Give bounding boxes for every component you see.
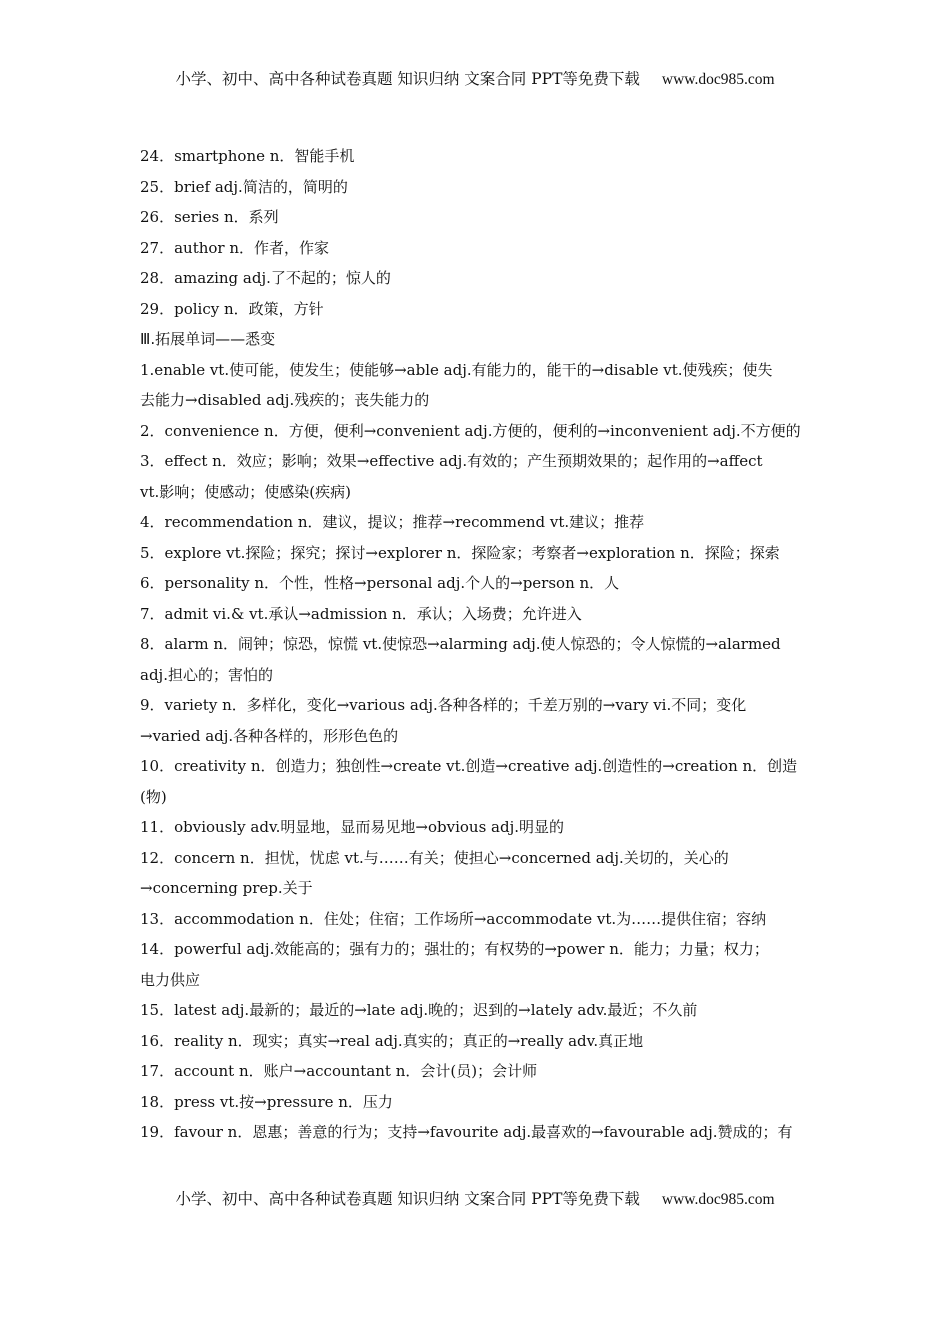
vocab-line: 25．brief adj.简洁的，简明的 [140, 177, 348, 196]
footer-url: www.doc985.com [661, 1191, 775, 1208]
vocab-line: 13．accommodation n．住处；住宿；工作场所→accommodate vt.为……提供住宿；容纳 [140, 909, 767, 928]
vocab-line: 14．powerful adj.效能高的；强有力的；强壮的；有权势的→power n．能力；力量；权力； [140, 940, 769, 958]
vocab-line: 2．convenience n．方便，便利→convenient adj.方便的，便利的→inconvenient adj.不方便的 [140, 421, 801, 440]
vocab-line: 3．effect n．效应；影响；效果→effective adj.有效的；产生预期效果的；起作用的→affect [140, 452, 763, 470]
vocab-line: 9．variety n．多样化，变化→various adj.各种各样的；千差万别的→vary vi.不同；变化 [140, 696, 747, 714]
header-text: 小学、初中、高中各种试卷真题 知识归纳 文案合同 PPT等免费下载 [175, 70, 640, 88]
vocab-line: →concerning prep.关于 [140, 879, 313, 897]
page-footer [0, 1189, 950, 1210]
section-heading: Ⅲ.拓展单词——悉变 [140, 330, 276, 348]
vocab-line: 11．obviously adv.明显地，显而易见地→obvious adj.明显的 [140, 818, 565, 836]
footer-text: 小学、初中、高中各种试卷真题 知识归纳 文案合同 PPT等免费下载 [175, 1190, 640, 1208]
vocab-line: 28．amazing adj.了不起的；惊人的 [140, 269, 391, 287]
vocab-line: 5．explore vt.探险；探究；探讨→explorer n．探险家；考察者→exploration n．探险；探索 [140, 543, 780, 562]
vocab-line: 16．reality n．现实；真实→real adj.真实的；真正的→really adv.真正地 [140, 1031, 644, 1050]
vocab-line: 19．favour n．恩惠；善意的行为；支持→favourite adj.最喜欢的→favourable adj.赞成的；有 [140, 1123, 793, 1141]
vocab-line: 12．concern n．担忧，忧虑 vt.与……有关；使担心→concerned adj.关切的，关心的 [140, 848, 729, 867]
vocab-line: 4．recommendation n．建议，提议；推荐→recommend vt.建议；推荐 [140, 513, 645, 531]
vocab-line: →varied adj.各种各样的，形形色色的 [140, 726, 399, 745]
vocab-line: (物) [140, 787, 167, 806]
vocab-line: 18．press vt.按→pressure n．压力 [140, 1092, 393, 1111]
vocab-line: 26．series n．系列 [140, 208, 279, 226]
vocab-line: adj.担心的；害怕的 [140, 665, 273, 684]
vocab-line: vt.影响；使感动；使感染(疾病) [140, 482, 351, 501]
vocab-line: 27．author n．作者，作家 [140, 238, 330, 257]
header-url: www.doc985.com [661, 71, 775, 88]
vocab-line: 29．policy n．政策，方针 [140, 299, 324, 318]
vocab-line: 去能力→disabled adj.残疾的；丧失能力的 [140, 391, 430, 409]
vocabulary-list [140, 141, 810, 1148]
vocab-line: 8．alarm n．闹钟；惊恐，惊慌 vt.使惊恐→alarming adj.使人惊恐的；令人惊慌的→alarmed [140, 635, 781, 653]
vocab-line: 6．personality n．个性，性格→personal adj.个人的→person n．人 [140, 574, 620, 592]
vocab-line: 电力供应 [140, 970, 201, 989]
vocab-line: 7．admit vi.& vt.承认→admission n．承认；入场费；允许进入 [140, 604, 582, 623]
vocab-line: 17．account n．账户→accountant n．会计(员)；会计师 [140, 1062, 538, 1080]
vocab-line: 1.enable vt.使可能，使发生；使能够→able adj.有能力的，能干的→disable vt.使残疾；使失 [140, 360, 773, 379]
vocab-line: 24．smartphone n．智能手机 [140, 147, 355, 165]
vocab-line: 15．latest adj.最新的；最近的→late adj.晚的；迟到的→lately adv.最近；不久前 [140, 1001, 698, 1019]
vocab-line: 10．creativity n．创造力；独创性→create vt.创造→creative adj.创造性的→creation n．创造 [140, 757, 798, 775]
page-header [0, 69, 950, 90]
